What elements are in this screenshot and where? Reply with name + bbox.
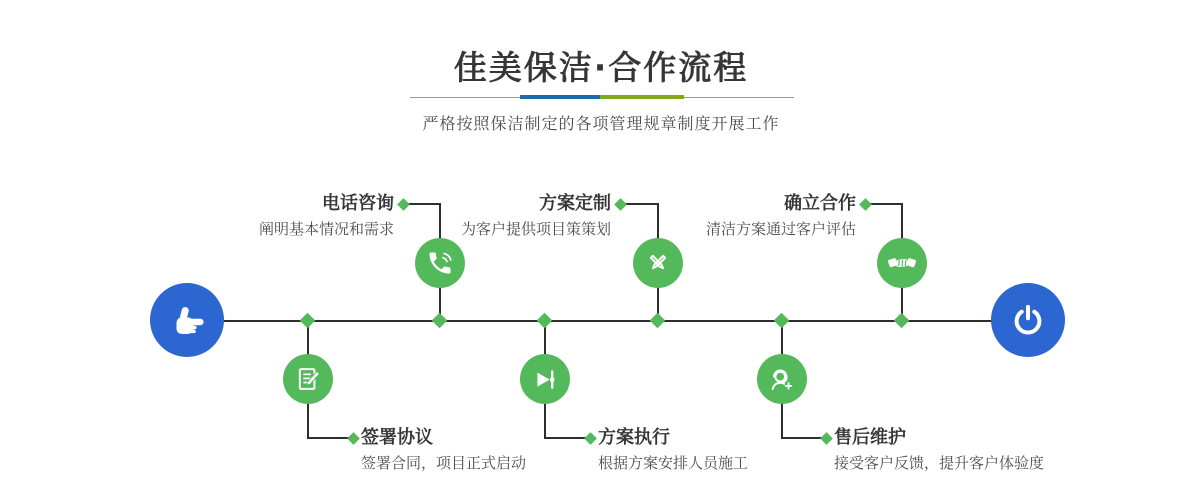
step-desc: 清洁方案通过客户评估 bbox=[705, 220, 856, 238]
step4-circle bbox=[283, 354, 333, 404]
step2-circle bbox=[633, 238, 683, 288]
pointing-hand-icon bbox=[166, 299, 208, 341]
label-diamond-step5 bbox=[584, 432, 597, 445]
step1-label bbox=[259, 195, 394, 237]
step-desc: 接受客户反馈，提升客户体验度 bbox=[834, 454, 1045, 472]
step-desc: 为客户提供项目策策划 bbox=[460, 220, 611, 238]
crossed-pencils-icon bbox=[644, 249, 672, 277]
timeline-node-diamond bbox=[650, 313, 666, 329]
page-title: 佳美保洁·合作流程 bbox=[453, 48, 749, 87]
timeline-end-circle bbox=[991, 283, 1065, 357]
timeline-node-diamond bbox=[894, 313, 910, 329]
step-title: 方案执行 bbox=[598, 427, 670, 448]
step3-circle bbox=[877, 238, 927, 288]
label-diamond-step4 bbox=[347, 432, 360, 445]
label-diamond-step6 bbox=[820, 432, 833, 445]
title-divider-blue-segment bbox=[520, 95, 600, 99]
step-title: 签署协议 bbox=[361, 427, 433, 448]
headset-plus-icon bbox=[768, 365, 796, 393]
label-diamond-step2 bbox=[614, 198, 627, 211]
label-diamond-step3 bbox=[859, 198, 872, 211]
step-desc: 根据方案安排人员施工 bbox=[598, 454, 749, 472]
step3-label bbox=[706, 195, 856, 237]
timeline-node-diamond bbox=[300, 313, 316, 329]
step-title: 确立合作 bbox=[784, 193, 856, 214]
timeline-start-circle bbox=[150, 283, 224, 357]
timeline-node-diamond bbox=[537, 313, 553, 329]
power-icon bbox=[1007, 299, 1049, 341]
step6-label bbox=[834, 429, 1044, 471]
timeline-node-diamond bbox=[432, 313, 448, 329]
step-desc: 阐明基本情况和需求 bbox=[258, 220, 394, 238]
play-slider-icon bbox=[531, 365, 559, 393]
handshake-icon bbox=[888, 249, 916, 277]
label-diamond-step1 bbox=[397, 198, 410, 211]
step-title: 方案定制 bbox=[539, 193, 611, 214]
step4-label bbox=[361, 429, 526, 471]
step-desc: 签署合同，项目正式启动 bbox=[361, 454, 527, 472]
step6-circle bbox=[757, 354, 807, 404]
step5-circle bbox=[520, 354, 570, 404]
step-title: 售后维护 bbox=[834, 427, 906, 448]
step1-circle bbox=[415, 238, 465, 288]
page-subtitle: 严格按照保洁制定的各项管理规章制度开展工作 bbox=[422, 114, 780, 133]
step-title: 电话咨询 bbox=[322, 193, 394, 214]
phone-icon bbox=[426, 249, 454, 277]
document-edit-icon bbox=[294, 365, 322, 393]
step5-label bbox=[598, 429, 748, 471]
step2-label bbox=[461, 195, 611, 237]
timeline-node-diamond bbox=[774, 313, 790, 329]
title-divider-green-segment bbox=[600, 95, 684, 99]
